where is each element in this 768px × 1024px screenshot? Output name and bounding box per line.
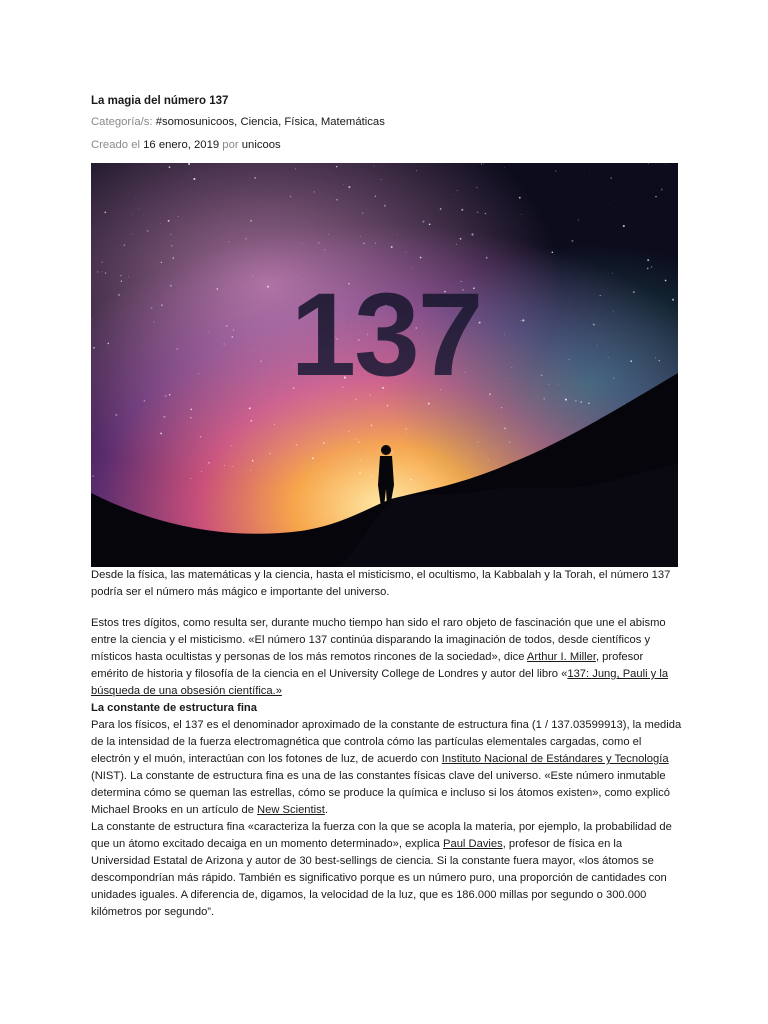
- p2-text-1: Para los físicos, el 137 es el denominador aproximado de la constante de estructura fina (1 / 137.03599913), la medida de la intensidad de la fuerza electromagnética que controla cómo las partículas elementales cargadas, como el electrón y el muón, interactúan con los fotones de luz, de acuerdo con: [91, 719, 682, 765]
- category-line: [91, 114, 385, 131]
- by-label: por: [222, 139, 239, 151]
- section-heading: La constante de estructura fina: [91, 702, 257, 714]
- author-name[interactable]: unicoos: [241, 139, 281, 151]
- paragraph-2: [91, 717, 683, 819]
- page-title: La magia del número 137: [91, 95, 229, 107]
- article-body: [91, 615, 683, 921]
- hero-image: [91, 163, 678, 567]
- paragraph-3: [91, 819, 683, 921]
- paragraph-1: [91, 615, 683, 700]
- p3-text-1: La constante de estructura fina «caracteriza la fuerza con la que se acopla la materia, por ejemplo, la probabilidad de que un átomo excitado decaiga en un momento determinado», explica: [91, 821, 672, 850]
- p3-text-2: , profesor de física en la Universidad Estatal de Arizona y autor de 30 best-sellings de ciencia. Si la constante fuera mayor, «los átomos se descompondrían más rápido. También es significativo porque es un número puro, una proporción de cantidades con unidades iguales. A diferencia de, digamos, la velocidad de la luz, que es 186.000 millas por segundo o 300.000 kilómetros por segundo”.: [91, 838, 667, 918]
- category-list[interactable]: #somosunicoos, Ciencia, Física, Matemáticas: [155, 116, 385, 128]
- hero-overlay-number: 137: [290, 269, 482, 401]
- category-label: Categoría/s:: [91, 116, 153, 128]
- link-book-137[interactable]: 137: Jung, Pauli y la búsqueda de una obsesión científica.»: [91, 668, 669, 697]
- p2-text-3: .: [324, 804, 328, 816]
- link-arthur-miller[interactable]: Arthur I. Miller: [526, 651, 596, 663]
- image-caption: Desde la física, las matemáticas y la ciencia, hasta el misticismo, el ocultismo, la Kabbalah y la Torah, el número 137 podría ser el número más mágico e importante del universo.: [91, 569, 671, 598]
- link-nist[interactable]: Instituto Nacional de Estándares y Tecnología: [441, 753, 669, 765]
- p1-text-2: , profesor emérito de historia y filosofía de la ciencia en el University College de Londres y autor del libro «: [91, 651, 644, 680]
- created-label: Creado el: [91, 139, 140, 151]
- link-paul-davies[interactable]: Paul Davies: [443, 838, 503, 850]
- p1-text-1: Estos tres dígitos, como resulta ser, durante mucho tiempo han sido el raro objeto de fascinación que une el abismo entre la ciencia y el misticismo. «El número 137 continúa disparando la imaginación de todos, desde científicos y místicos hasta ocultistas y personas de los más remotos rincones de la sociedad», dice: [91, 617, 666, 663]
- created-date: 16 enero, 2019: [143, 139, 220, 151]
- link-new-scientist[interactable]: New Scientist: [257, 804, 325, 816]
- p2-text-2: (NIST). La constante de estructura fina es una de las constantes físicas clave del universo. «Este número inmutable determina cómo se queman las estrellas, cómo se produce la química e incluso si los átomos existen», como explicó Michael Brooks en un artículo de: [91, 770, 670, 816]
- created-line: [91, 137, 281, 154]
